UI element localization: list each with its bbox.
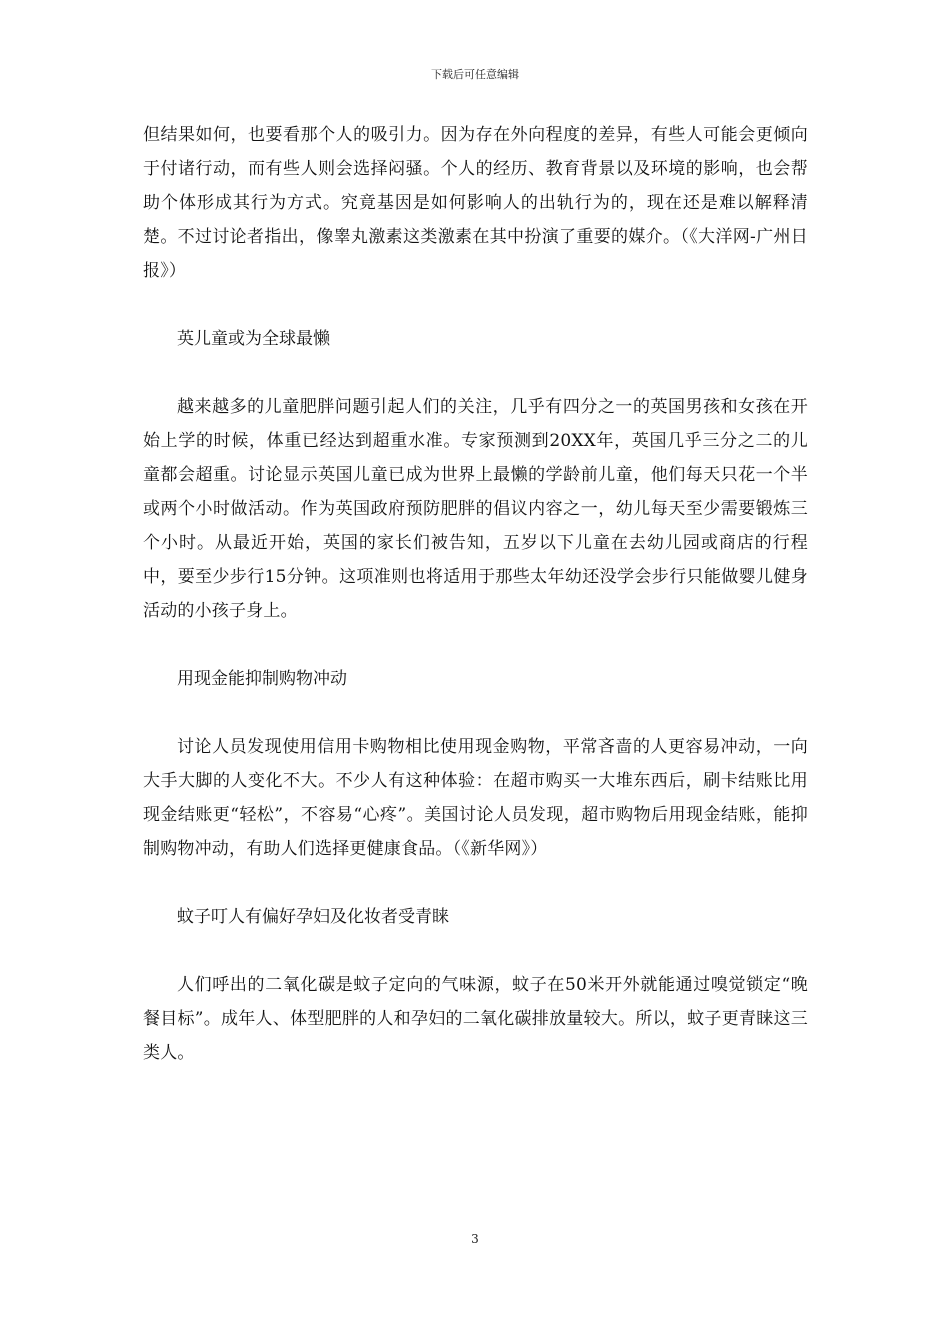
paragraph-genetics-conclusion: 但结果如何，也要看那个人的吸引力。因为存在外向程度的差异，有些人可能会更倾向于付诸行动，而有些人则会选择闷骚。个人的经历、教育背景以及环境的影响，也会帮助个体形成其行为方式。究竟基因是如何影响人的出轨行为的，现在还是难以解释清楚。不过讨论者指出，像睾丸激素这类激素在其中扮演了重要的媒介。（《大洋网-广州日报》） xyxy=(143,125,808,281)
section-heading-lazy-children: 英儿童或为全球最懒 xyxy=(177,329,330,349)
paragraph-spacer xyxy=(143,934,808,968)
paragraph-spacer xyxy=(143,356,808,390)
page-number: 3 xyxy=(471,1232,479,1246)
document-body xyxy=(143,118,808,1070)
paragraph-mosquitoes: 人们呼出的二氧化碳是蚊子定向的气味源，蚊子在50米开外就能通过嗅觉锁定“晚餐目标”。成年人、体型肥胖的人和孕妇的二氧化碳排放量较大。所以，蚊子更青睐这三类人。 xyxy=(143,975,808,1063)
paragraph-lazy-children: 越来越多的儿童肥胖问题引起人们的关注，几乎有四分之一的英国男孩和女孩在开始上学的时候，体重已经达到超重水准。专家预测到20XX年，英国几乎三分之二的儿童都会超重。讨论显示英国儿童已成为世界上最懒的学龄前儿童，他们每天只花一个半或两个小时做活动。作为英国政府预防肥胖的倡议内容之一，幼儿每天至少需要锻炼三个小时。从最近开始，英国的家长们被告知，五岁以下儿童在去幼儿园或商店的行程中，要至少步行15分钟。这项准则也将适用于那些太年幼还没学会步行只能做婴儿健身活动的小孩子身上。 xyxy=(143,397,808,621)
section-heading-mosquitoes: 蚊子叮人有偏好孕妇及化妆者受青睐 xyxy=(177,907,449,927)
paragraph-spacer xyxy=(143,696,808,730)
header-note: 下载后可任意编辑 xyxy=(431,68,519,81)
section-heading-cash-shopping: 用现金能抑制购物冲动 xyxy=(177,669,347,689)
paragraph-cash-shopping: 讨论人员发现使用信用卡购物相比使用现金购物，平常吝啬的人更容易冲动，一向大手大脚的人变化不大。不少人有这种体验：在超市购买一大堆东西后，刷卡结账比用现金结账更“轻松”，不容易“心疼”。美国讨论人员发现，超市购物后用现金结账，能抑制购物冲动，有助人们选择更健康食品。（《新华网》） xyxy=(143,737,808,859)
paragraph-spacer xyxy=(143,628,808,662)
paragraph-spacer xyxy=(143,288,808,322)
paragraph-spacer xyxy=(143,866,808,900)
